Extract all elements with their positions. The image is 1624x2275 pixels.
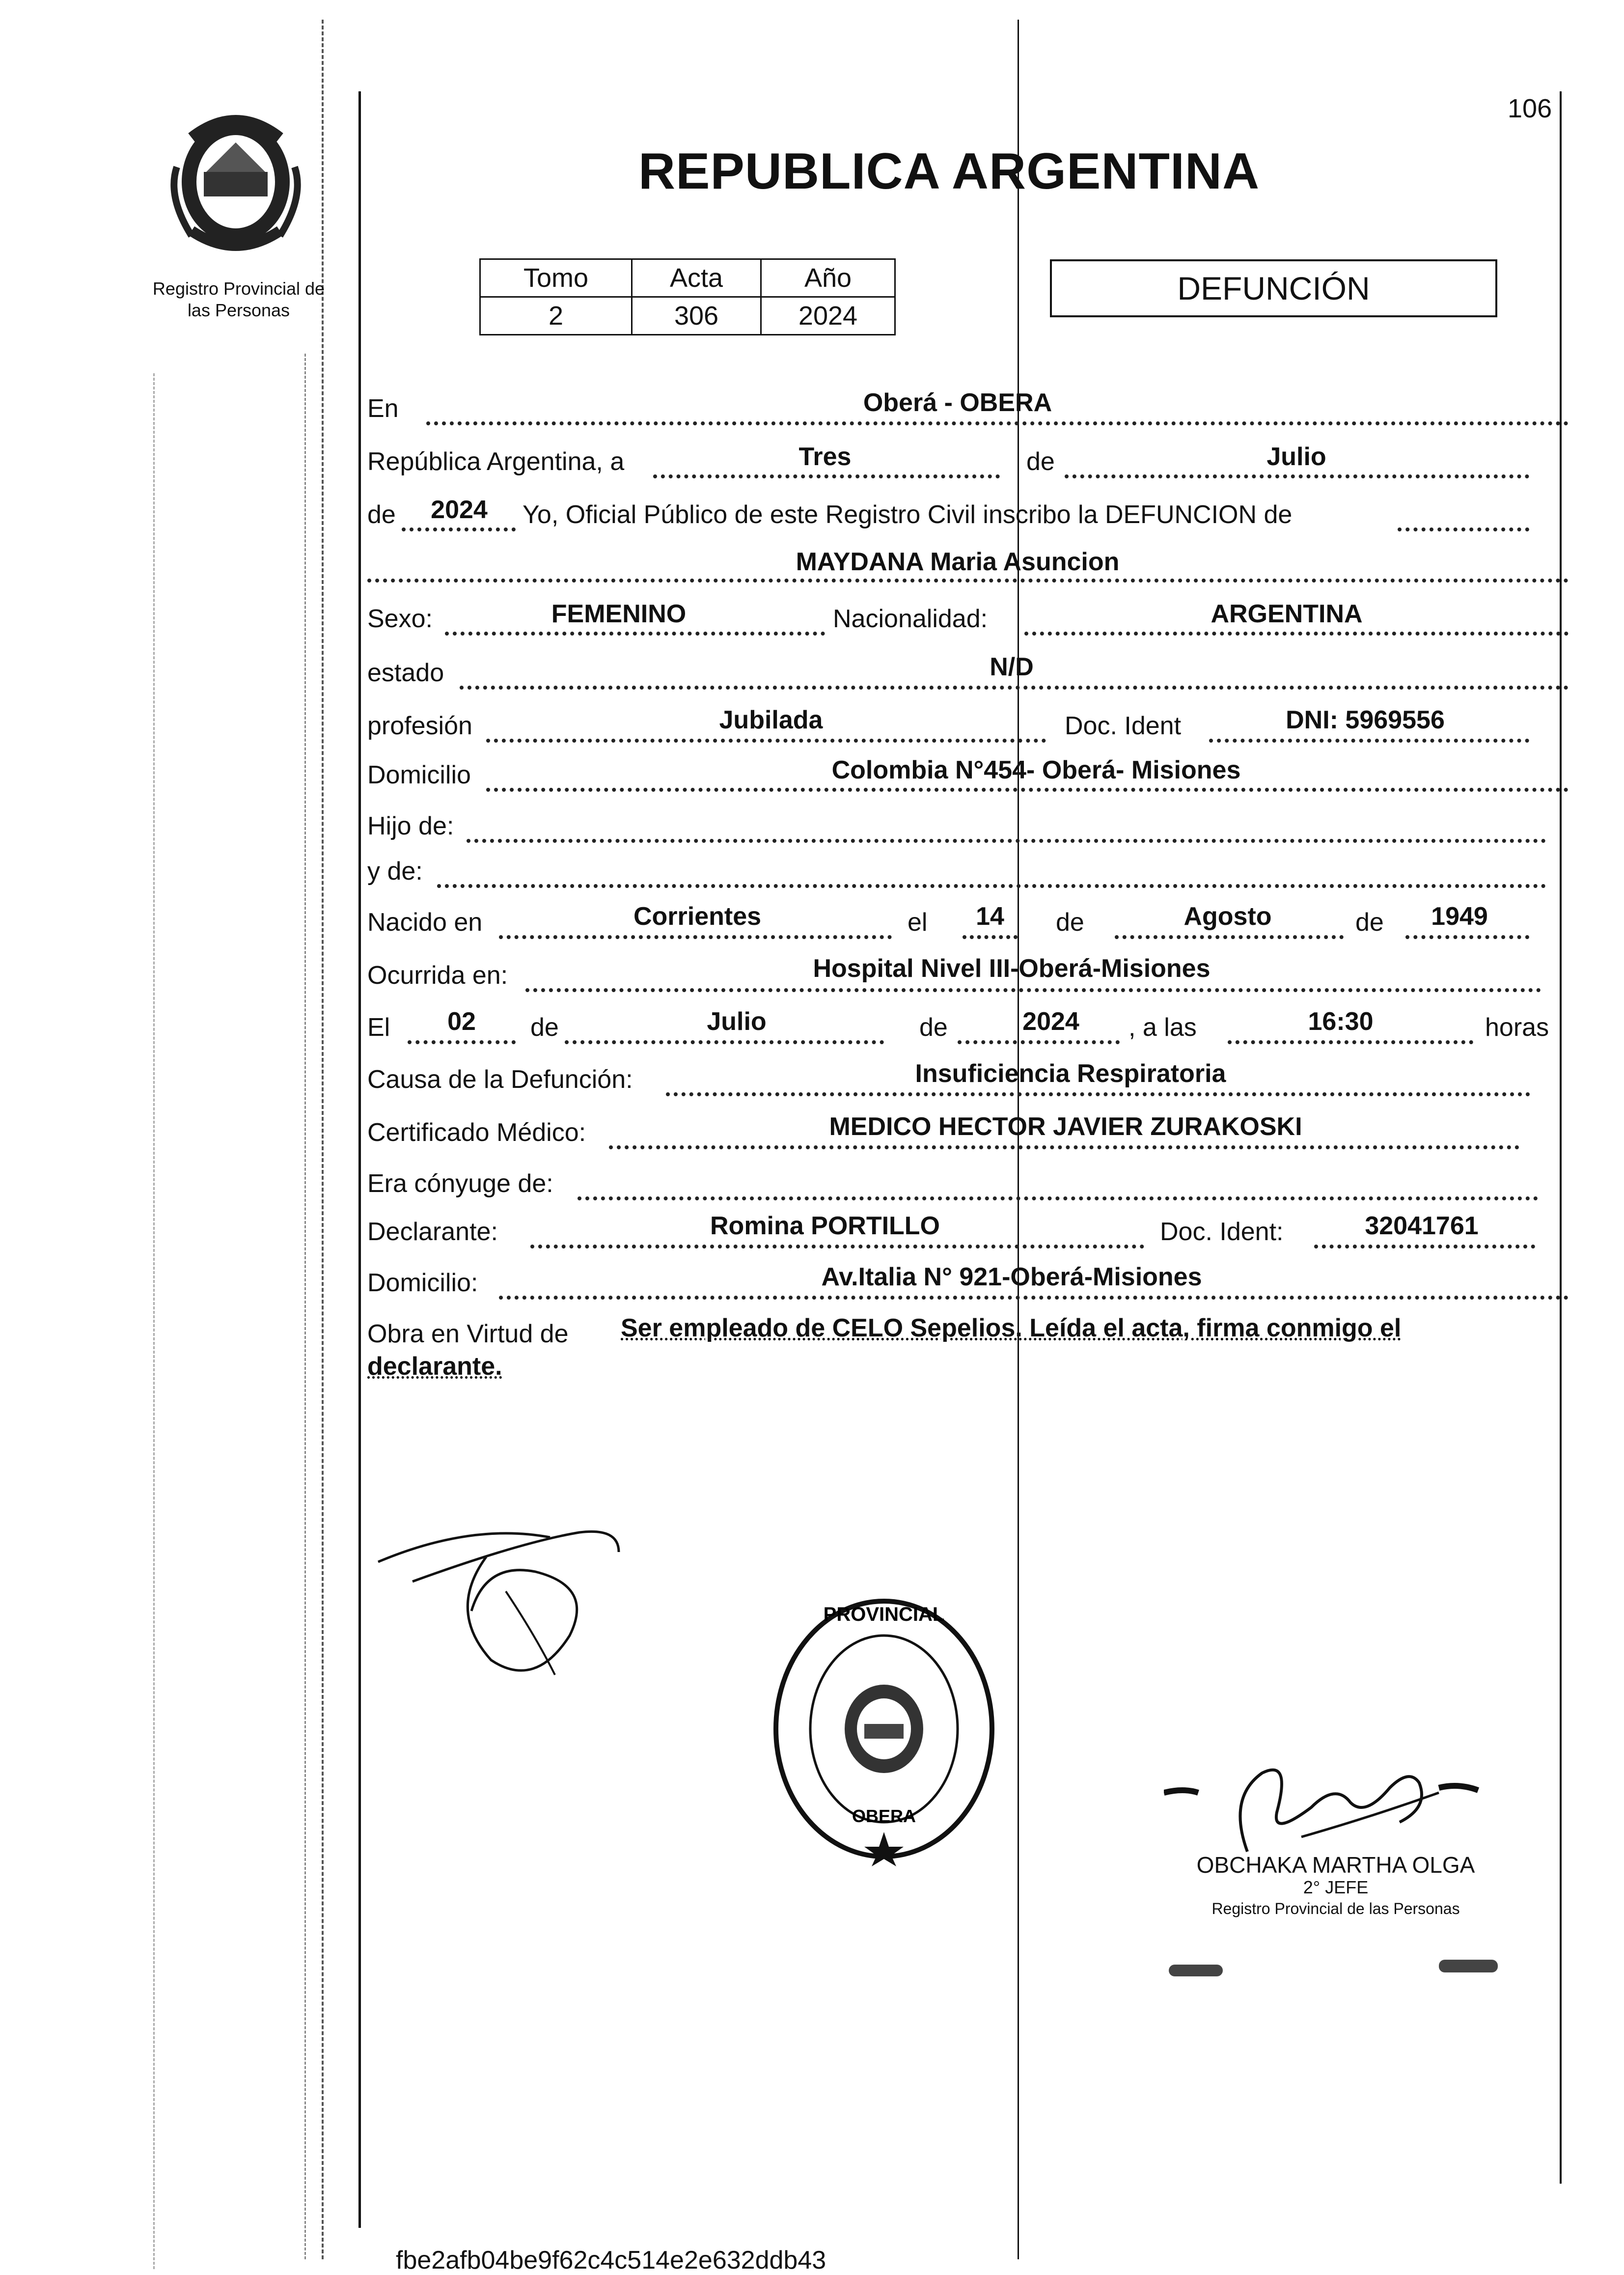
de-label-5: de: [530, 1013, 559, 1042]
year-dots: [402, 527, 516, 531]
causa-dots: [666, 1092, 1530, 1096]
obra-value-line2: declarante.: [367, 1352, 502, 1381]
death-month: Julio: [707, 1007, 767, 1036]
official-signature: [1164, 1753, 1517, 1861]
profesion-value: Jubilada: [719, 706, 823, 734]
month-word: Julio: [1266, 443, 1326, 471]
profesion-dots: [486, 739, 1046, 743]
estado-label: estado: [367, 659, 444, 687]
margin-dash-line-2: [304, 354, 306, 2259]
domicilio2-value: Av.Italia N° 921-Oberá-Misiones: [821, 1263, 1202, 1291]
en-label: En: [367, 394, 399, 423]
official-rank: 2° JEFE: [1303, 1877, 1369, 1897]
declarant-signature: [373, 1513, 668, 1709]
horas-label: horas: [1485, 1013, 1549, 1042]
official-office: Registro Provincial de las Personas: [1211, 1900, 1460, 1917]
certificado-dots: [609, 1145, 1519, 1149]
de-label-2: de: [367, 500, 396, 529]
delegation-stamp: [766, 1591, 1002, 1866]
domicilio-label: Domicilio: [367, 761, 471, 789]
record-table: [479, 258, 896, 335]
deceased-name: MAYDANA Maria Asuncion: [796, 548, 1120, 576]
declarante-doc-dots: [1314, 1245, 1535, 1248]
nacionalidad-dots: [1024, 632, 1569, 636]
birth-month-dots: [1115, 935, 1344, 939]
province-logo: [162, 108, 309, 255]
doc-value: DNI: 5969556: [1286, 706, 1445, 734]
yde-dots: [437, 884, 1546, 888]
de-label-4: de: [1355, 908, 1384, 937]
left-border-line: [358, 91, 361, 2228]
ocurrida-value: Hospital Nivel III-Oberá-Misiones: [813, 954, 1211, 983]
domicilio-value: Colombia N°454- Oberá- Misiones: [831, 756, 1241, 784]
record-table-header-row: [480, 259, 895, 297]
month-dots: [1065, 474, 1529, 478]
sexo-label: Sexo:: [367, 605, 433, 633]
birth-day-dots: [963, 935, 1018, 939]
record-value-tomo: 2: [480, 297, 632, 335]
death-time: 16:30: [1308, 1007, 1374, 1036]
ocurrida-label: Ocurrida en:: [367, 961, 508, 990]
birth-month: Agosto: [1184, 902, 1272, 931]
certificado-label: Certificado Médico:: [367, 1118, 586, 1147]
de-label-1: de: [1026, 447, 1055, 476]
document-hash: fbe2afb04be9f62c4c514e2e632ddb43: [396, 2246, 826, 2275]
inscribe-dots: [1398, 527, 1529, 531]
record-header-tomo: Tomo: [480, 259, 632, 297]
declarante-doc-value: 32041761: [1365, 1212, 1479, 1240]
ocurrida-dots: [525, 988, 1541, 992]
en-dots: [426, 421, 1569, 425]
right-border-line: [1560, 91, 1562, 2184]
day-dots: [653, 474, 1000, 478]
death-year-dots: [958, 1040, 1120, 1044]
el-label: el: [908, 908, 928, 937]
obra-label: Obra en Virtud de: [367, 1320, 569, 1348]
record-table-value-row: [480, 297, 895, 335]
death-day-dots: [408, 1040, 516, 1044]
nacido-value: Corrientes: [633, 902, 762, 931]
day-word: Tres: [798, 443, 852, 471]
record-header-ano: Año: [761, 259, 895, 297]
declarante-label: Declarante:: [367, 1218, 498, 1246]
page-number: 106: [1508, 94, 1552, 123]
margin-dash-line-3: [153, 373, 155, 2269]
inscribe-text: Yo, Oficial Público de este Registro Civil inscribo la DEFUNCION de: [523, 500, 1293, 529]
en-value: Oberá - OBERA: [863, 388, 1052, 417]
registry-caption-line2: las Personas: [187, 300, 290, 320]
causa-label: Causa de la Defunción:: [367, 1065, 633, 1094]
birth-year: 1949: [1431, 902, 1488, 931]
domicilio2-label: Domicilio:: [367, 1269, 478, 1297]
doc-dots: [1209, 739, 1529, 743]
handwritten-signature-icon: [373, 1513, 668, 1709]
official-name: OBCHAKA MARTHA OLGA: [1196, 1852, 1475, 1878]
causa-value: Insuficiencia Respiratoria: [915, 1059, 1226, 1088]
death-year: 2024: [1022, 1007, 1079, 1036]
stamp-smudge-left: [1169, 1965, 1223, 1976]
declarante-doc-label: Doc. Ident:: [1160, 1218, 1284, 1246]
province-seal-icon: [162, 108, 309, 255]
hijo-label: Hijo de:: [367, 812, 454, 840]
nacionalidad-label: Nacionalidad:: [833, 605, 988, 633]
yde-label: y de:: [367, 857, 423, 886]
republica-label: República Argentina, a: [367, 447, 625, 476]
registry-stamp-icon: [766, 1591, 1002, 1866]
death-month-dots: [565, 1040, 884, 1044]
el-label-2: El: [367, 1013, 390, 1042]
domicilio-dots: [486, 788, 1569, 792]
alas-label: , a las: [1129, 1013, 1197, 1042]
nacionalidad-value: ARGENTINA: [1211, 600, 1363, 628]
declarante-value: Romina PORTILLO: [710, 1212, 940, 1240]
record-value-acta: 306: [632, 297, 761, 335]
registry-caption-line1: Registro Provincial de: [152, 278, 325, 299]
svg-text:PROVINCIAL: PROVINCIAL: [823, 1604, 945, 1625]
death-day: 02: [447, 1007, 476, 1036]
stamp-smudge-right: [1439, 1960, 1498, 1972]
stamp-city: OBERA: [852, 1806, 916, 1826]
record-type-box: DEFUNCIÓN: [1050, 259, 1497, 317]
margin-dash-line-1: [322, 20, 324, 2259]
record-header-acta: Acta: [632, 259, 761, 297]
hijo-dots: [467, 839, 1546, 843]
death-time-dots: [1228, 1040, 1473, 1044]
name-dots: [367, 579, 1569, 583]
doc-label: Doc. Ident: [1065, 712, 1182, 740]
birth-day: 14: [976, 902, 1004, 931]
nacido-dots: [499, 935, 892, 939]
conyuge-label: Era cónyuge de:: [367, 1169, 553, 1198]
birth-year-dots: [1405, 935, 1529, 939]
obra-value: Ser empleado de CELO Sepelios. Leída el acta, firma conmigo el: [621, 1314, 1402, 1342]
nacido-label: Nacido en: [367, 908, 483, 937]
de-label-6: de: [919, 1013, 948, 1042]
declarante-dots: [530, 1245, 1144, 1248]
registry-caption: [136, 278, 342, 321]
certificado-value: MEDICO HECTOR JAVIER ZURAKOSKI: [829, 1112, 1302, 1141]
official-handwritten-signature-icon: [1164, 1753, 1517, 1861]
de-label-3: de: [1056, 908, 1084, 937]
record-value-ano: 2024: [761, 297, 895, 335]
sexo-value: FEMENINO: [551, 600, 687, 628]
conyuge-dots: [578, 1196, 1538, 1200]
estado-dots: [460, 686, 1569, 690]
document-title: REPUBLICA ARGENTINA: [638, 143, 1260, 200]
estado-value: N/D: [990, 653, 1034, 681]
domicilio2-dots: [499, 1296, 1569, 1300]
profesion-label: profesión: [367, 712, 472, 740]
year-value: 2024: [431, 496, 488, 524]
sexo-dots: [445, 632, 825, 636]
